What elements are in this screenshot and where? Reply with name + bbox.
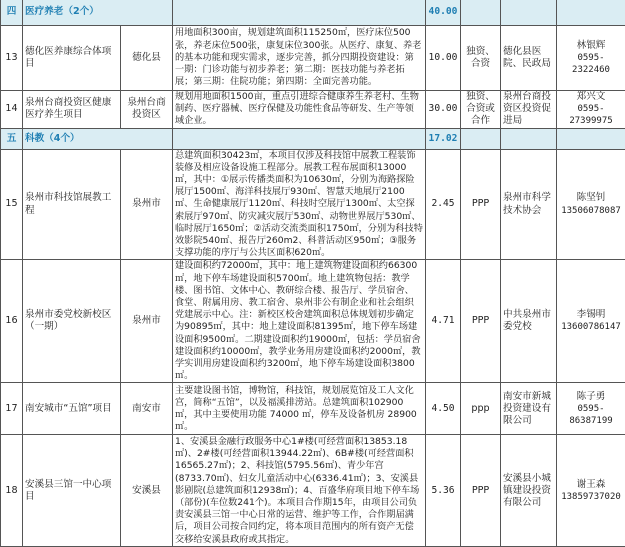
cooperation-mode: PPP (461, 149, 501, 260)
project-name: 安溪县三馆一中心项目 (23, 435, 121, 547)
section-blank (173, 0, 426, 26)
responsible-unit: 德化县医院、民政局 (501, 26, 557, 91)
project-name: 泉州台商投资区健康医疗养生项目 (23, 91, 121, 129)
project-location: 南安市 (121, 383, 173, 435)
row-number: 14 (1, 91, 23, 129)
cooperation-mode: PPP (461, 435, 501, 547)
contact-phone: 13506078087 (559, 205, 623, 217)
section-blank (557, 128, 625, 149)
contact-phone: 13859737020 (559, 491, 623, 503)
section-title: 医疗养老（2个） (23, 0, 173, 26)
contact (557, 435, 625, 547)
section-blank (501, 0, 557, 26)
cooperation-mode: PPP (461, 260, 501, 383)
contact (557, 260, 625, 383)
responsible-unit: 泉州台商投资区投资促进局 (501, 91, 557, 129)
project-investment: 10.00 (426, 26, 461, 91)
row-number: 16 (1, 260, 23, 383)
responsible-unit: 中共泉州市委党校 (501, 260, 557, 383)
project-investment: 30.00 (426, 91, 461, 129)
section-header-science-education (1, 128, 625, 149)
project-investment: 4.71 (426, 260, 461, 383)
section-blank (501, 128, 557, 149)
section-number: 四 (1, 0, 23, 26)
row-number: 17 (1, 383, 23, 435)
row-number: 15 (1, 149, 23, 260)
project-investment: 2.45 (426, 149, 461, 260)
responsible-unit: 南安市新城投资建设有限公司 (501, 383, 557, 435)
contact-name: 林银辉 (559, 40, 623, 52)
cooperation-mode: 独资、合资 (461, 26, 501, 91)
row-number: 13 (1, 26, 23, 91)
row-number: 18 (1, 435, 23, 547)
section-total: 17.02 (426, 128, 461, 149)
project-investment: 5.36 (426, 435, 461, 547)
contact-name: 李锡明 (559, 309, 623, 321)
table-row (1, 435, 625, 547)
contact-name: 郑兴文 (559, 91, 623, 103)
project-location: 德化县 (121, 26, 173, 91)
section-header-medical (1, 0, 625, 26)
section-blank (173, 128, 426, 149)
table-row (1, 91, 625, 129)
section-title: 科教（4个） (23, 128, 173, 149)
responsible-unit: 泉州市科学技术协会 (501, 149, 557, 260)
contact-phone: 0595-2322460 (559, 52, 623, 76)
contact (557, 383, 625, 435)
project-content: 建设面积约72000㎡，其中：地上建筑物建设面积约66300㎡，地下停车场建设面积5700㎡。地上建筑物包括：教学楼、图书馆、文体中心、教研综合楼、报告厅、学员宿舍、食堂、附属用房、教工宿舍、泉州非公有制企业和社会组织党建展示中心。注：新校区校舍建筑面积总体规划初步确定为90895㎡，其中：地上建设面积81395㎡，地下停车场建设面积9500㎡。二期建设面积约19000㎡，包括：学员宿舍建设面积约10000㎡，教学业务用房建设面积约2000㎡，教学实训用房建设面积约3200㎡，地下停车场建设面积3800㎡。 (173, 260, 426, 383)
project-name: 泉州市委党校新校区（一期） (23, 260, 121, 383)
project-location: 泉州台商投资区 (121, 91, 173, 129)
contact (557, 91, 625, 129)
contact-name: 陈子勇 (559, 391, 623, 403)
cooperation-mode: 独资、合资或合作 (461, 91, 501, 129)
project-content: 规划用地面积1500亩，重点引进综合健康养生养老村、生物制药、医疗器械、医疗保健及功能性食品等研发、生产等领域企业。 (173, 91, 426, 129)
contact-phone: 0595-86387199 (559, 403, 623, 427)
contact-phone: 0595-27399975 (559, 103, 623, 127)
project-name: 德化医养康综合体项目 (23, 26, 121, 91)
section-blank (461, 128, 501, 149)
table-row (1, 26, 625, 91)
table-row (1, 260, 625, 383)
project-name: 泉州市科技馆展教工程 (23, 149, 121, 260)
cooperation-mode: ppp (461, 383, 501, 435)
contact (557, 26, 625, 91)
project-content: 总建筑面积30423㎡，本项目仅涉及科技馆中展教工程装饰装修及相应设备设施工程部分。展教工程布展面积13000㎡，其中：①展示传播类面积为10630㎡，分别为海路探险展厅1500㎡、海洋科技展厅930㎡、智慧天地展厅2100㎡、生命健康展厅1120㎡、科技时空展厅1300㎡、太空探索展厅970㎡、防灾减灾展厅530㎡、动物世界展厅530㎡、临时展厅1650㎡；②活动交流类面积1750㎡，分别为科技特效影院540㎡、报告厅260m2、科普活动区950㎡；③服务支撑功能的序厅与公共区面积620㎡。 (173, 149, 426, 260)
section-blank (557, 0, 625, 26)
contact-name: 谢王森 (559, 479, 623, 491)
project-location: 泉州市 (121, 260, 173, 383)
project-content: 1、安溪县金融行政服务中心1#楼(可经营面积13853.18㎡)、2#楼(可经营面积13944.22㎡)、6B#楼(可经营面积16565.27㎡)；2、科技馆(5795.56㎡)、青少年宫(8733.70㎡)、妇女儿童活动中心(6336.41㎡)；3、安溪县影剧院(总建筑面积12938㎡)；4、百盛华府项目地下停车场（部份)(车位数241个)。本项目合作期15年，由项目公司负责安溪县三馆一中心日常的运营、维护等工作，合作期届满后，项目公司按合同约定，将本项目范围内的所有资产无偿交移给安溪县政府或其指定。 (173, 435, 426, 547)
project-name: 南安城市“五馆”项目 (23, 383, 121, 435)
contact-name: 陈坚钊 (559, 192, 623, 204)
table-row (1, 383, 625, 435)
contact-phone: 13600786147 (559, 321, 623, 333)
project-location: 泉州市 (121, 149, 173, 260)
project-location: 安溪县 (121, 435, 173, 547)
project-content: 主要建设图书馆，博物馆，科技馆，规划展览馆及工人文化宫，简称“五馆”，以及福溪排涝站。总建筑面积102900 ㎡，其中主要使用功能 74000 ㎡，停车及设备机房 28900 ㎡。 (173, 383, 426, 435)
responsible-unit: 安溪县小城镇建设投资有限公司 (501, 435, 557, 547)
section-number: 五 (1, 128, 23, 149)
table-row (1, 149, 625, 260)
contact (557, 149, 625, 260)
section-blank (461, 0, 501, 26)
project-investment: 4.50 (426, 383, 461, 435)
project-content: 用地面积300亩，规划建筑面积115250㎡，医疗床位500张，养老床位500张，康复床位300张。从医疗、康复、养老的基本功能和现实需求，逐步完善，抓分四期投资建设：第一期：门诊功能与初步养老；第二期：医技功能与养老拓展；第三期：住院功能；第四期：全面完善功能。 (173, 26, 426, 91)
section-total: 40.00 (426, 0, 461, 26)
